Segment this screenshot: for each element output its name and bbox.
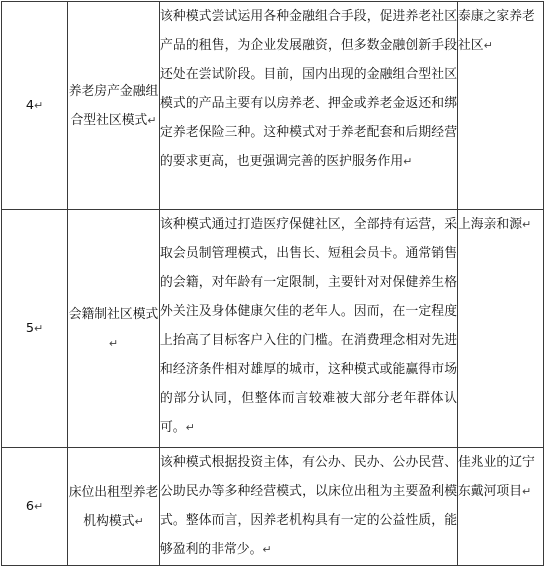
model-name: 养老房产金融组合型社区模式: [68, 83, 159, 128]
paragraph-mark: ↵: [521, 218, 532, 231]
paragraph-mark: ↵: [134, 514, 144, 528]
model-name: 床位出租型养老机构模式: [68, 484, 159, 529]
paragraph-mark: ↵: [185, 421, 195, 434]
paragraph-mark: ↵: [33, 99, 44, 112]
model-description-cell: [160, 448, 458, 566]
paragraph-mark: ↵: [521, 485, 532, 498]
model-description: 该种模式尝试运用各种金融组合手段，促进养老社区产品的租售，为企业发展融资，但多数金融创新手段还处在尝试阶段。目前，国内出现的金融组合型社区模式的产品主要有以房养老、押金或养老金返还和绑定养老保险三种。这种模式对于养老配套和后期经营的要求更高，也更强调完善的医护服务作用: [160, 9, 457, 169]
model-description: 该种模式根据投资主体，有公办、民办、公办民营、公助民办等多种经营模式，以床位出租为主要盈利模式。整体而言，因养老机构具有一定的公益性质，能够盈利的非常少。: [160, 455, 457, 557]
paragraph-mark: ↵: [33, 500, 44, 513]
table-row: [2, 2, 544, 210]
row-number: 4: [25, 98, 34, 113]
example-project-cell: [458, 2, 544, 210]
paragraph-mark: ↵: [483, 39, 493, 52]
table-row: [2, 448, 544, 566]
model-name-cell: [68, 2, 160, 210]
row-number-cell: [2, 210, 68, 448]
example-project-cell: [458, 448, 544, 566]
paragraph-mark: ↵: [147, 113, 157, 127]
row-number: 6: [25, 499, 34, 514]
example-project: 佳兆业的辽宁东戴河项目: [458, 455, 535, 499]
paragraph-mark: ↵: [403, 155, 413, 168]
row-number: 5: [25, 321, 34, 336]
model-description: 该种模式通过打造医疗保健社区，全部持有运营，采取会员制管理模式，出售长、短租会员卡。通常销售的会籍，对年龄有一定限制，主要针对对保健养生格外关注及身体健康欠佳的老年人。因而，在一定程度上抬高了目标客户入住的门槛。在消费理念相对先进和经济条件相对雄厚的城市，这种模式或能赢得市场的部分认同，但整体而言较难被大部分老年群体认可。: [160, 217, 457, 435]
table-row: [2, 210, 544, 448]
example-project: 上海亲和源: [458, 217, 522, 232]
model-description-cell: [160, 2, 458, 210]
model-name-cell: [68, 448, 160, 566]
model-description-cell: [160, 210, 458, 448]
paragraph-mark: ↵: [108, 336, 119, 350]
paragraph-mark: ↵: [262, 543, 272, 556]
content-table: [1, 1, 544, 566]
example-project: 泰康之家养老社区: [458, 9, 535, 53]
row-number-cell: [2, 448, 68, 566]
model-name: 会籍制社区模式: [68, 306, 159, 322]
paragraph-mark: ↵: [33, 322, 44, 335]
row-number-cell: [2, 2, 68, 210]
model-name-cell: [68, 210, 160, 448]
example-project-cell: [458, 210, 544, 448]
